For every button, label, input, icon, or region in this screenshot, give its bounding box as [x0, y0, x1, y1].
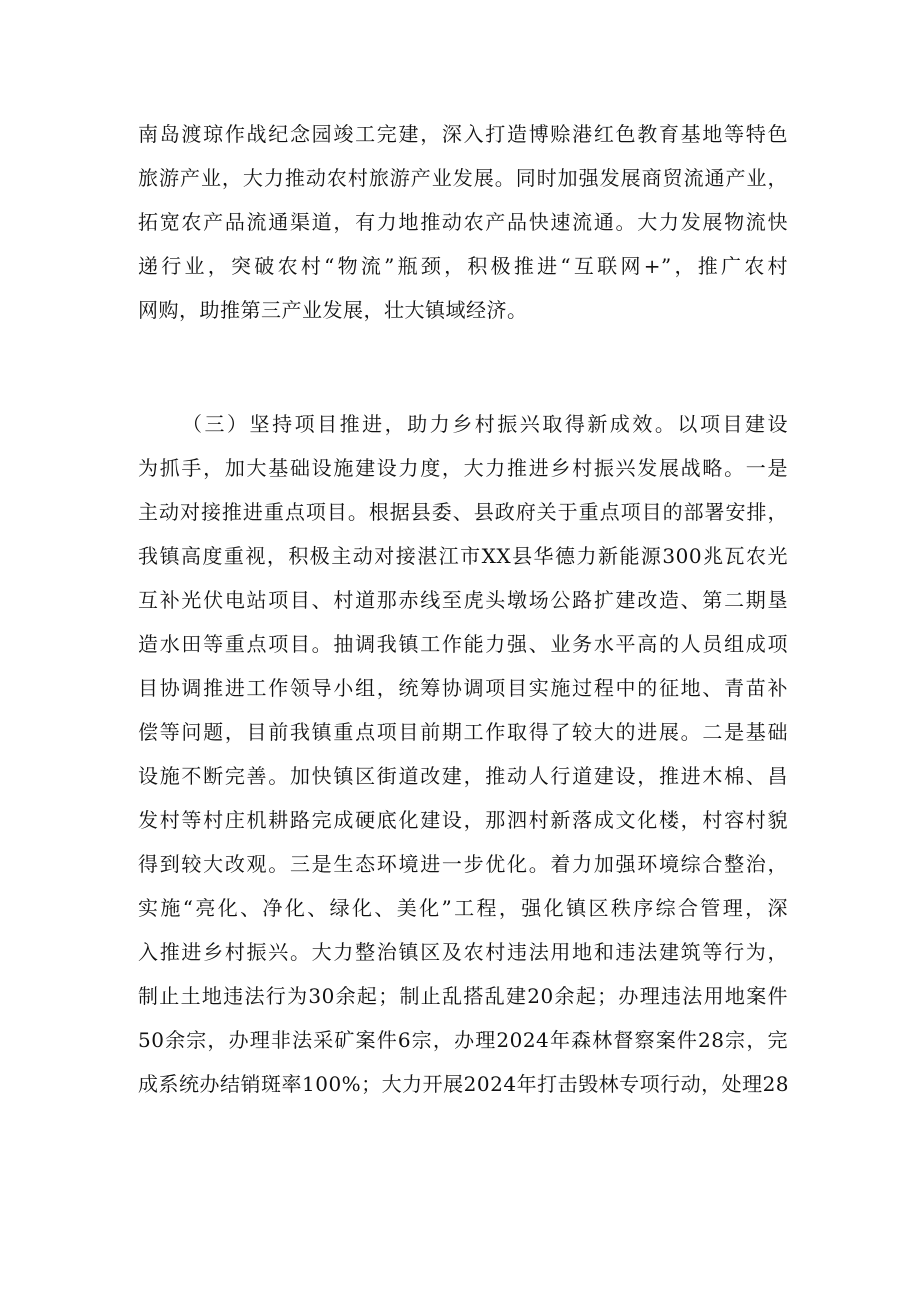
paragraph-2-line-2: 为抓手，加大基础设施建设力度，大力推进乡村振兴发展战略。一是 [138, 456, 788, 480]
paragraph-1-line-1: 南岛渡琼作战纪念园竣工完建，深入打造博赊港红色教育基地等特色 [138, 122, 788, 146]
paragraph-2-line-1: （三）坚持项目推进，助力乡村振兴取得新成效。以项目建设 [182, 412, 788, 436]
paragraph-2-line-10: 发村等村庄机耕路完成硬底化建设，那泗村新落成文化楼，村容村貌 [138, 808, 788, 832]
paragraph-2-line-13: 入推进乡村振兴。大力整治镇区及农村违法用地和违法建筑等行为， [138, 940, 788, 964]
paragraph-1-line-5: 网购，助推第三产业发展，壮大镇域经济。 [138, 298, 528, 322]
paragraph-2-line-8: 偿等问题，目前我镇重点项目前期工作取得了较大的进展。二是基础 [138, 720, 788, 744]
paragraph-2-line-14: 制止土地违法行为30余起；制止乱搭乱建20余起；办理违法用地案件 [138, 984, 788, 1008]
paragraph-2-line-5: 互补光伏电站项目、村道那赤线至虎头墩场公路扩建改造、第二期垦 [138, 588, 788, 612]
paragraph-2-line-4: 我镇高度重视，积极主动对接湛江市XX县华德力新能源300兆瓦农光 [138, 544, 788, 568]
paragraph-1-line-4: 递行业，突破农村“物流”瓶颈，积极推进“互联网+”，推广农村 [138, 254, 788, 278]
paragraph-2-line-6: 造水田等重点项目。抽调我镇工作能力强、业务水平高的人员组成项 [138, 632, 788, 656]
paragraph-2-line-15: 50余宗，办理非法采矿案件6宗，办理2024年森林督察案件28宗，完 [138, 1028, 788, 1052]
paragraph-2-line-7: 目协调推进工作领导小组，统筹协调项目实施过程中的征地、青苗补 [138, 676, 788, 700]
paragraph-2-line-11: 得到较大改观。三是生态环境进一步优化。着力加强环境综合整治， [138, 852, 788, 876]
paragraph-2-line-3: 主动对接推进重点项目。根据县委、县政府关于重点项目的部署安排， [138, 500, 788, 524]
paragraph-2-line-16: 成系统办结销斑率100%；大力开展2024年打击毁林专项行动，处理28 [138, 1072, 790, 1096]
paragraph-1-line-2: 旅游产业，大力推动农村旅游产业发展。同时加强发展商贸流通产业， [138, 166, 788, 190]
paragraph-1-line-3: 拓宽农产品流通渠道，有力地推动农产品快速流通。大力发展物流快 [138, 210, 788, 234]
paragraph-2-line-12: 实施“亮化、净化、绿化、美化”工程，强化镇区秩序综合管理，深 [138, 896, 788, 920]
paragraph-2-line-9: 设施不断完善。加快镇区街道改建，推动人行道建设，推进木棉、昌 [138, 764, 788, 788]
